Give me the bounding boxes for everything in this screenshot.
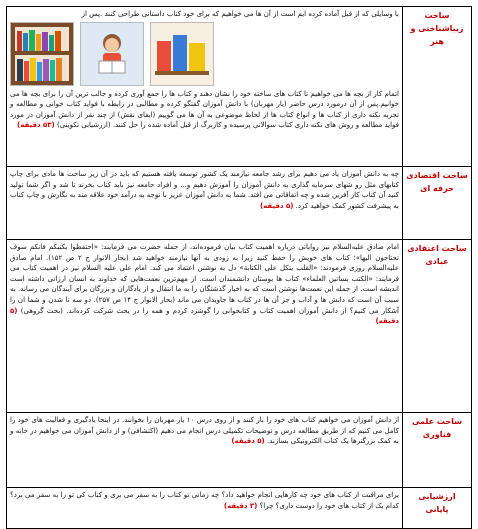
drawn-books-illustration-icon <box>150 22 214 86</box>
time-badge: (۵۳ دقیقه) <box>17 121 55 130</box>
row-intro-text: با وسایلی که از قبل آماده کرده ایم است از آن ها می خواهیم که برای خود کتاب داستانی طراحی کنند .پس از <box>81 10 399 18</box>
row-content-final-assessment <box>7 488 403 529</box>
time-badge: (۵ دقیقه) <box>10 306 399 326</box>
child-reading-photo-icon <box>80 22 144 86</box>
time-badge: (۳ دقیقه) <box>223 501 258 510</box>
row-label-scientific: ساحت علمی فناوری <box>403 413 472 488</box>
row-label-final-assessment: ارزشیابی پایانی <box>403 488 472 529</box>
table-row <box>7 488 472 529</box>
table-row <box>7 7 472 167</box>
row-content-aesthetic <box>7 7 403 167</box>
table-row <box>7 240 472 413</box>
row-body-text: اتمام کار از بچه ها می خواهیم تا کتاب های ساخته خود را نشان دهند و کتاب ها را جمع آوری کرده و جالب ترین آن را برای بچه ها می خوانیم.پس از آن درمورد درس حاضر (یار مهربان) با دانش آموزان گفتگو کرده و مطالبی در رابطه با فواید کتاب خوانی و مطالعه و تجربه نکته داری از کتاب ها و انواع کتاب ها از لحاظ موضوعی به آن ها می گوییم (ایفای نقش) از چند نفر از دانش آموزان در مورد فواید مطالعه و روش های نکته داری کتاب سوالاتی پرسیده و کاربرگ از قبل آماده شده را حل کنند. (ارزشیابی تکوینی) <box>10 89 399 130</box>
table-row <box>7 167 472 240</box>
bookshelf-photo-icon <box>10 22 74 86</box>
row-body-text: امام صادق علیه‌السلام نیز روایاتی درباره اهمیت کتاب بیان فرموده‌اند، از جمله حضرت می فرمایند: «احتفظوا بکتبکم فانکم سوف تحتاجون الیها»؛ کتاب های خویش را حفظ کنید زیرا به زودی به آنها نیازمند خواهید شد (بحار الانوار ج ۲ ص ۱۵۲). امام صادق علیه‌السلام روزی فرمودند: «القلب یتکل علی الکتابة» دل به نوشتن اعتماد می کند. امام علی علیه السلام نیز در اهمیت کتاب می فرمایند: «الکتب بساتین العلماء» کتاب ها بوستان دانشمندان است. از مهم‌ترین نعمت‌هایی که خداوند به انسان ارزانی داشته است اندیشه است. از جمله این نعمت‌ها نوشتن است که به اخبار گذشتگان را به ما انتقال و از یادگاران و بزرگان برای آیندگان می رساند. به سبب آن است که دانش ها و آداب و جز آن ها در کتاب ها جاویدان می ماند (بحار الانوار ج ۱۴ ص ۲۵۷). دو سه تا شدن و شما ان را آشکار می کنیم؟ از دانش آموزان اهمیت کتاب و کتابخوانی را گوشزد کردم و همه را در بحث شرکت کرده‌اند. (بحث گروهی) <box>10 243 399 315</box>
illustration-strip <box>10 22 399 86</box>
row-content-religious <box>7 240 403 413</box>
row-label-aesthetic: ساخت زیباشناختی و هنر <box>403 7 472 167</box>
row-content-economic <box>7 167 403 240</box>
row-content-scientific <box>7 413 403 488</box>
row-body-text: چه به دانش آموزان یاد می دهیم برای رشد جامعه نیازمند یک کشور توسعه یافته هستیم که باید در آن زیر ساخت ها مادی برای چاپ کتابهای مثل رو شهای سرمایه گذاری به دانش آموزان را آموزش دهیم و... و افراد جامعه نیز باید کتاب بخرند تا شد و اگر شما تولید کنید آن کتاب کار آفرین شده و چه اتفاقاتی می افتد. شما به دانش آموزان عزیز با توجه به درآمد خود علاقه مند به نگارش و چاپ کتاب به پیشرفت کشور کمک خواهید کرد. <box>10 170 399 210</box>
lesson-plan-table <box>6 6 472 529</box>
row-label-economic: ساحت اقتصادی حرفه ای <box>403 167 472 240</box>
row-body-text: برای مراقبت از کتاب های خود چه کارهایی انجام خواهید داد؟ چه زمانی تو کتاب را به سفر می بری و کتاب کی تو را به سفر می برد؟ کدام یک از کتاب های خود را دوست داری؟ چرا؟ <box>10 491 399 510</box>
table-row <box>7 413 472 488</box>
row-label-religious: ساحت اعتقادی عبادی <box>403 240 472 413</box>
time-badge: (۵ دقیقه) <box>259 201 294 210</box>
time-badge: (۵ دقیقه) <box>231 437 265 446</box>
row-body-text: از دانش آموزان می خواهیم کتاب های خود را باز کنند و از روی درس ۱۰ یار مهربان را بخوانند. در اینجا یادگیری و فعالیت های خود را کامل می کنیم که از طریق مطالعه درس و توضیحات تکمیلی درس انجام می دهیم (اکتشافی) و از دانش آموزان می خواهیم در خانه و به کمک بزرگترها یک کتاب الکترونیکی بسازند. <box>10 416 400 446</box>
